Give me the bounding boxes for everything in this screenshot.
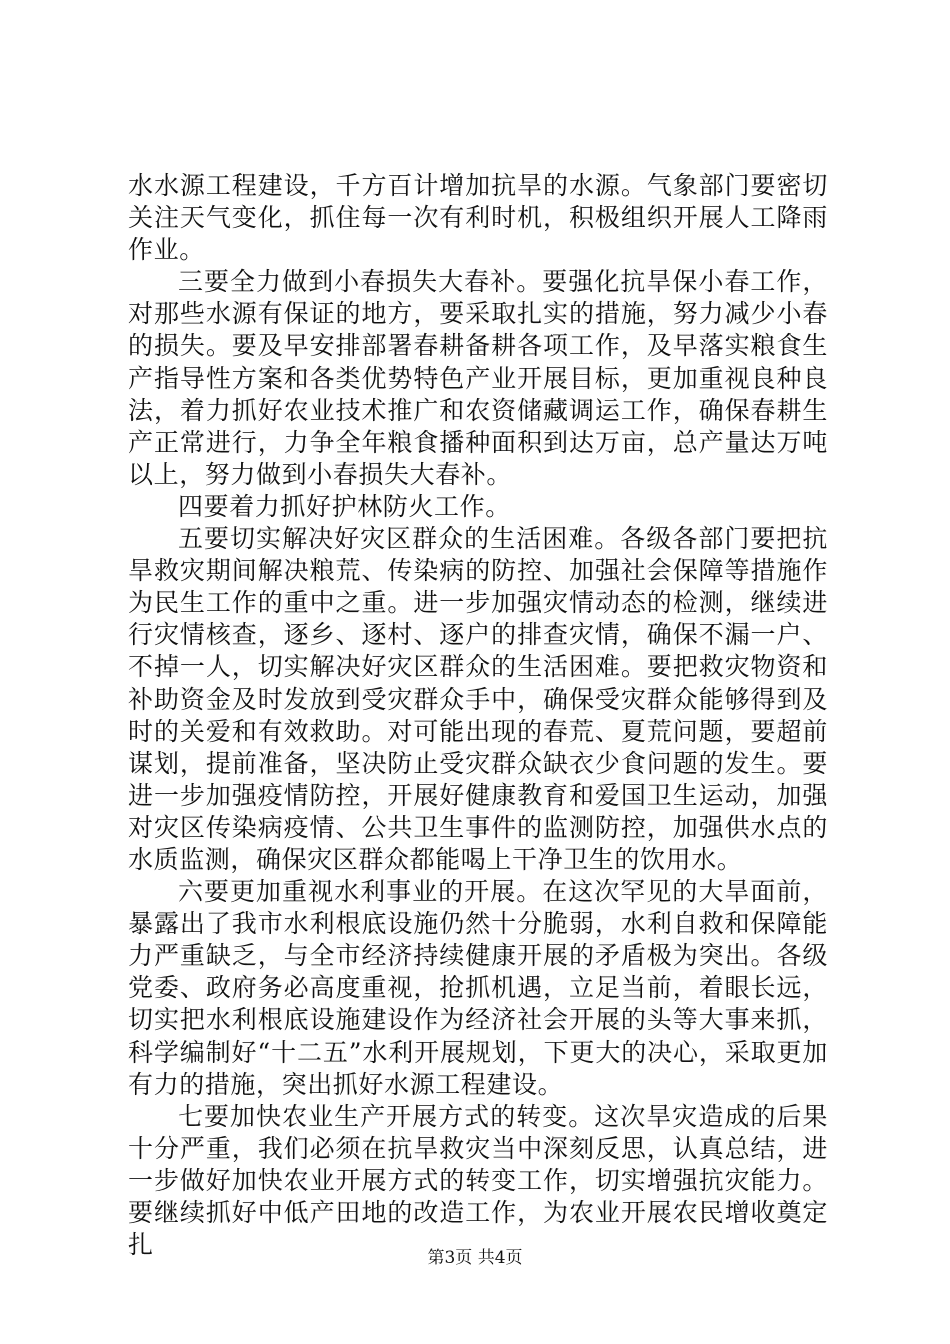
paragraph-item-three: 三要全力做到小春损失大春补。要强化抗旱保小春工作，对那些水源有保证的地方，要采取扎实的措施，努力减少小春的损失。要及早安排部署春耕备耕各项工作，及早落实粮食生产指导性方案和各类优势特色产业开展目标，更加重视良种良法，着力抓好农业技术推广和农资储藏调运工作，确保春耕生产正常进行，力争全年粮食播种面积到达万亩，总产量达万吨以上，努力做到小春损失大春补。 (128, 267, 828, 489)
document-body (128, 170, 828, 1261)
paragraph-item-four: 四要着力抓好护林防火工作。 (178, 491, 511, 521)
page-number-footer: 第3页 共4页 (427, 1248, 523, 1268)
paragraph-item-seven: 七要加快农业生产开展方式的转变。这次旱灾造成的后果十分严重，我们必须在抗旱救灾当中深刻反思，认真总结，进一步做好加快农业开展方式的转变工作，切实增强抗灾能力。要继续抓好中低产田地的改造工作，为农业开展农民增收奠定扎 (128, 1101, 828, 1260)
paragraph-continuation: 水水源工程建设，千方百计增加抗旱的水源。气象部门要密切关注天气变化，抓住每一次有利时机，积极组织开展人工降雨作业。 (128, 171, 828, 265)
paragraph-item-six: 六要更加重视水利事业的开展。在这次罕见的大旱面前，暴露出了我市水利根底设施仍然十分脆弱，水利自救和保障能力严重缺乏，与全市经济持续健康开展的矛盾极为突出。各级党委、政府务必高度重视，抢抓机遇，立足当前，着眼长远，切实把水利根底设施建设作为经济社会开展的头等大事来抓，科学编制好“十二五”水利开展规划，下更大的决心，采取更加有力的措施，突出抓好水源工程建设。 (128, 877, 828, 1099)
paragraph-item-five: 五要切实解决好灾区群众的生活困难。各级各部门要把抗旱救灾期间解决粮荒、传染病的防控、加强社会保障等措施作为民生工作的重中之重。进一步加强灾情动态的检测，继续进行灾情核查，逐乡、逐村、逐户的排查灾情，确保不漏一户、不掉一人，切实解决好灾区群众的生活困难。要把救灾物资和补助资金及时发放到受灾群众手中，确保受灾群众能够得到及时的关爱和有效救助。对可能出现的春荒、夏荒问题，要超前谋划，提前准备，坚决防止受灾群众缺衣少食问题的发生。要进一步加强疫情防控，开展好健康教育和爱国卫生运动，加强对灾区传染病疫情、公共卫生事件的监测防控，加强供水点的水质监测，确保灾区群众都能喝上干净卫生的饮用水。 (128, 524, 828, 874)
